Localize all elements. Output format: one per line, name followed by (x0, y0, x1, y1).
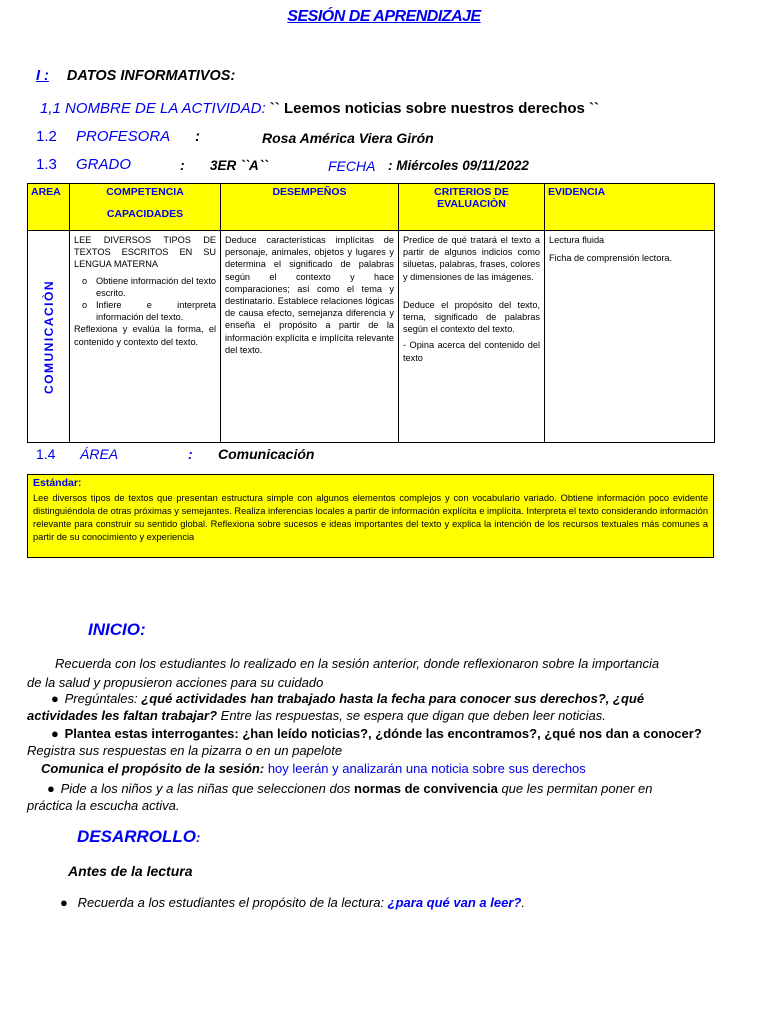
header-desempenos: DESEMPEÑOS (221, 184, 399, 231)
header-criterios: CRITERIOS DE EVALUACIÒN (399, 184, 545, 231)
actividad-label: NOMBRE DE LA ACTIVIDAD: (65, 100, 266, 117)
page-title: SESIÓN DE APRENDIZAJE (287, 8, 481, 25)
evidencia-item: Ficha de comprensión lectora. (549, 253, 673, 264)
evidencia-cell (545, 231, 715, 443)
bullet-icon: ● (47, 781, 55, 796)
datos-informativos-row (36, 68, 235, 84)
evidencia-item: Lectura fluida (549, 235, 605, 245)
area-row-label: ÁREA (80, 446, 119, 462)
desempeno-text: Deduce características implícitas de personaje, animales, objetos y lugares y determina el significado de palabras según el contexto y hace comparaciones; así como el tema y destinatario. Establece relaciones lógicas de causa efecto, semejanza diferencia y enseña el propósito a partir de la información explícita e implícita relevante del texto. (225, 235, 394, 355)
actividad-num: 1,1 (40, 100, 61, 117)
profesora-label-wrap (76, 128, 170, 145)
antes-lectura-subtitle: Antes de la lectura (68, 863, 193, 879)
bullet-icon: ● (51, 691, 59, 706)
header-area: AREA (28, 184, 70, 231)
inicio-paragraph-1: Recuerda con los estudiantes lo realizado en la sesión anterior, donde reflexionaron sobre la importancia de la salud y propusieron acciones para su cuidado (27, 656, 660, 690)
header-competencia-label: COMPETENCIA (106, 186, 184, 198)
profesora-label: PROFESORA (76, 128, 171, 145)
desarrollo-paragraph-1: ● Recuerda a los estudiantes el propósito de la lectura: ¿para qué van a leer?. (60, 895, 525, 910)
grado-colon: : (180, 157, 185, 173)
grado-num: 1.3 (36, 156, 57, 173)
inicio-paragraph-2: ● Pregúntales: ¿qué actividades han trabajado hasta la fecha para conocer sus derechos?, ¿qué actividades les faltan trabajar? Entre las respuestas, se espera que digan que deben leer noticias. (27, 691, 645, 723)
actividad-value: `` Leemos noticias sobre nuestros derechos `` (269, 100, 600, 117)
criterios-cell (399, 231, 545, 443)
table-row (28, 231, 715, 443)
fecha-label: FECHA (328, 158, 376, 174)
inicio-paragraph-5: ● Pide a los niños y a las niñas que seleccionen dos normas de convivencia que les permitan poner en práctica la escucha activa. (27, 781, 653, 813)
area-row-num: 1.4 (36, 446, 56, 462)
profesora-value: Rosa América Viera Girón (262, 130, 434, 146)
list-item: o Infiere e interpreta información del texto. (82, 300, 216, 323)
estandar-title: Estándar: (33, 477, 82, 489)
profesora-colon: : (195, 128, 200, 145)
estandar-box (27, 474, 714, 558)
header-competencia (70, 184, 221, 231)
fecha-label-wrap (328, 158, 375, 174)
list-item: o Obtiene información del texto escrito. (82, 275, 216, 298)
inicio-paragraph-4: Comunica el propósito de la sesión: hoy leerán y analizarán una noticia sobre sus derechos (41, 761, 586, 776)
area-row-value: Comunicación (218, 446, 315, 462)
grado-label-wrap (76, 156, 131, 173)
grado-label: GRADO (76, 156, 132, 173)
fecha-value: : Miércoles 09/11/2022 (388, 158, 529, 173)
desempeno-cell (221, 231, 399, 443)
datos-label: DATOS INFORMATIVOS: (66, 68, 236, 84)
table-header-row (28, 184, 715, 231)
grado-value: 3ER ``A`` (210, 158, 268, 173)
area-row-colon: : (188, 446, 193, 462)
criterio-item: - Opina acerca del contenido del texto (403, 340, 540, 363)
header-capacidades-label: CAPACIDADES (106, 208, 184, 221)
area-vertical-label: COMUNICACIÒN (41, 279, 56, 394)
header-evidencia: EVIDENCIA (545, 184, 715, 231)
criterio-item: Deduce el propósito del texto, tema, significado de palabras según el contexto del texto. (403, 299, 540, 335)
area-cell (28, 231, 70, 443)
competencia-title: LEE DIVERSOS TIPOS DE TEXTOS ESCRITOS EN SU LENGUA MATERNA (74, 235, 216, 270)
desarrollo-title: DESARROLLO (77, 827, 196, 846)
bullet-icon: ● (51, 726, 59, 741)
competencia-extra: Reflexiona y evalúa la forma, el contenido y contexto del texto. (74, 324, 216, 347)
profesora-num: 1.2 (36, 128, 57, 145)
competencias-table (27, 183, 715, 443)
bullet-icon: ● (60, 895, 68, 910)
desarrollo-colon: : (196, 830, 201, 845)
profesora-row (36, 128, 57, 145)
estandar-body: Lee diversos tipos de textos que presentan estructura simple con algunos elementos complejos y con vocabulario variado. Obtiene información poco evidente distinguiéndola de otras próximas y semejantes. Realiza inferencias locales a partir de información explícita e implícita. Interpreta el texto considerando información relevante para construir su sentido global. Reflexiona sobre sucesos e ideas importantes del texto y explica la intención de los recursos textuales más comunes a partir de su conocimiento y experiencia (33, 493, 708, 542)
datos-numeral: I : (36, 68, 49, 84)
inicio-title: INICIO: (88, 620, 146, 639)
capacidades-list (74, 275, 216, 324)
inicio-paragraph-3: ● Plantea estas interrogantes: ¿han leído noticias?, ¿dónde las encontramos?, ¿qué nos dan a conocer? Registra sus respuestas en la pizarra o en un papelote (27, 726, 702, 758)
grado-row (36, 156, 57, 173)
criterio-item: Predice de qué tratará el texto a partir de algunos indicios como siluetas, palabras, frases, colores y dimensiones de las imágenes. (403, 235, 540, 282)
competencia-cell (70, 231, 221, 443)
actividad-row (40, 100, 599, 117)
desarrollo-title-wrap (77, 827, 200, 847)
